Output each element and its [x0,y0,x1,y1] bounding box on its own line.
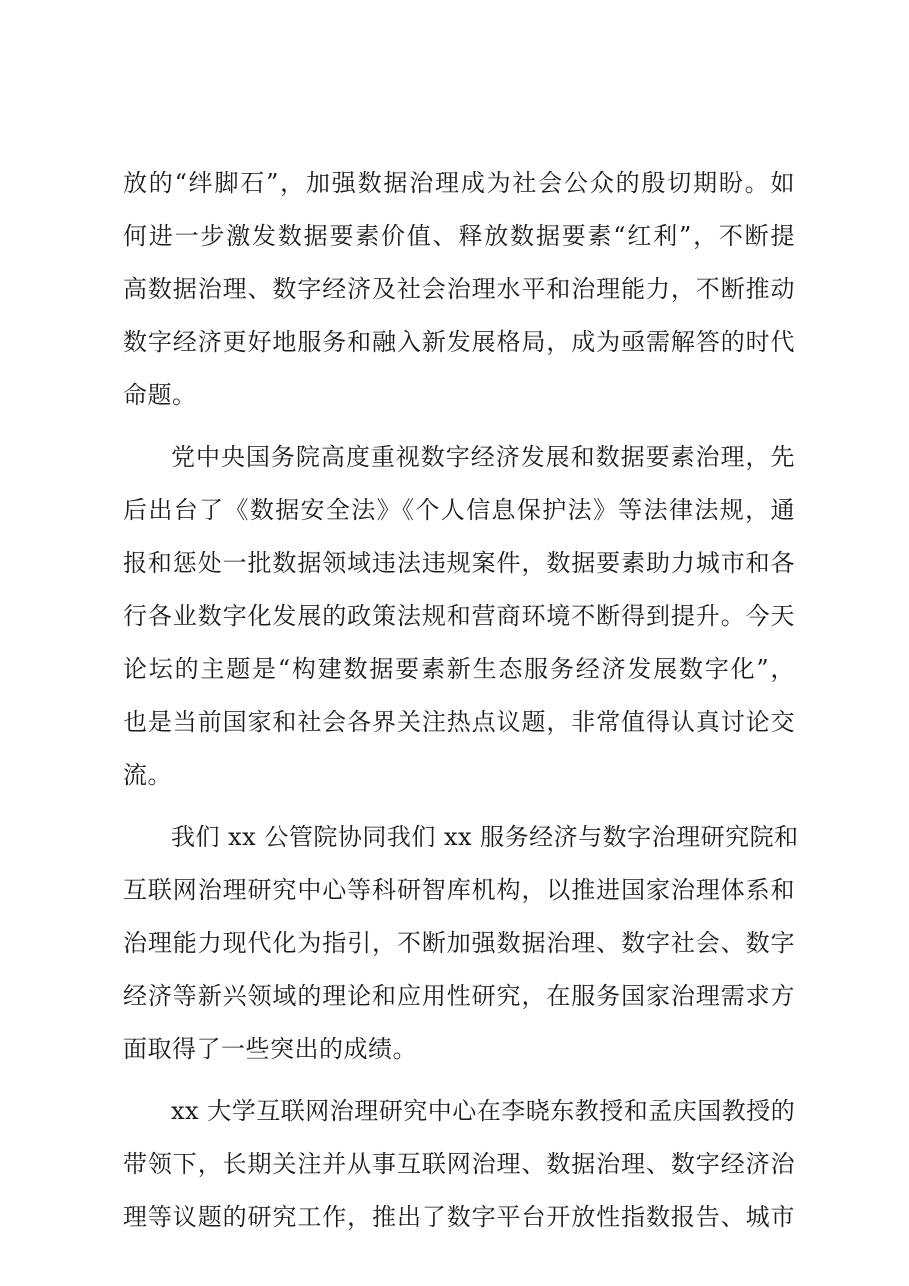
text-line: 我们 xx 公管院协同我们 xx 服务经济与数字治理研究院和 [171,823,799,851]
paragraph [123,157,795,422]
text-line: 经济等新兴领域的理论和应用性研究，在服务国家治理需求方 [123,982,795,1010]
text-line: 放的“绊脚石”，加强数据治理成为社会公众的殷切期盼。如 [123,169,795,197]
document-body [123,157,799,1244]
paragraph-gap [123,802,795,811]
paragraph [123,1085,795,1244]
text-line: 后出台了《数据安全法》《个人信息保护法》等法律法规，通 [123,496,795,524]
text-line: 互联网治理研究中心等科研智库机构，以推进国家治理体系和 [123,876,795,904]
paragraph-gap [123,1076,795,1085]
paragraph-gap [123,422,795,431]
text-line: 报和惩处一批数据领域违法违规案件，数据要素助力城市和各 [123,549,795,577]
text-line: 理等议题的研究工作，推出了数字平台开放性指数报告、城市 [123,1203,795,1231]
text-line: 命题。 [123,381,197,409]
text-line: 论坛的主题是“构建数据要素新生态服务经济发展数字化”， [123,655,795,683]
text-line: 带领下，长期关注并从事互联网治理、数据治理、数字经济治 [123,1150,795,1178]
text-line: 流。 [123,761,172,789]
text-line: 行各业数字化发展的政策法规和营商环境不断得到提升。今天 [123,602,795,630]
paragraph [123,811,799,1076]
paragraph [123,431,795,802]
text-line: 面取得了一些突出的成绩。 [123,1035,417,1063]
text-line: 党中央国务院高度重视数字经济发展和数据要素治理，先 [171,443,795,471]
text-line: 也是当前国家和社会各界关注热点议题，非常值得认真讨论交 [123,708,795,736]
text-line: 何进一步激发数据要素价值、释放数据要素“红利”，不断提 [123,222,795,250]
text-line: 高数据治理、数字经济及社会治理水平和治理能力，不断推动 [123,275,795,303]
text-line: 数字经济更好地服务和融入新发展格局，成为亟需解答的时代 [123,328,795,356]
text-line: xx 大学互联网治理研究中心在李晓东教授和孟庆国教授的 [171,1097,796,1125]
text-line: 治理能力现代化为指引，不断加强数据治理、数字社会、数字 [123,929,795,957]
